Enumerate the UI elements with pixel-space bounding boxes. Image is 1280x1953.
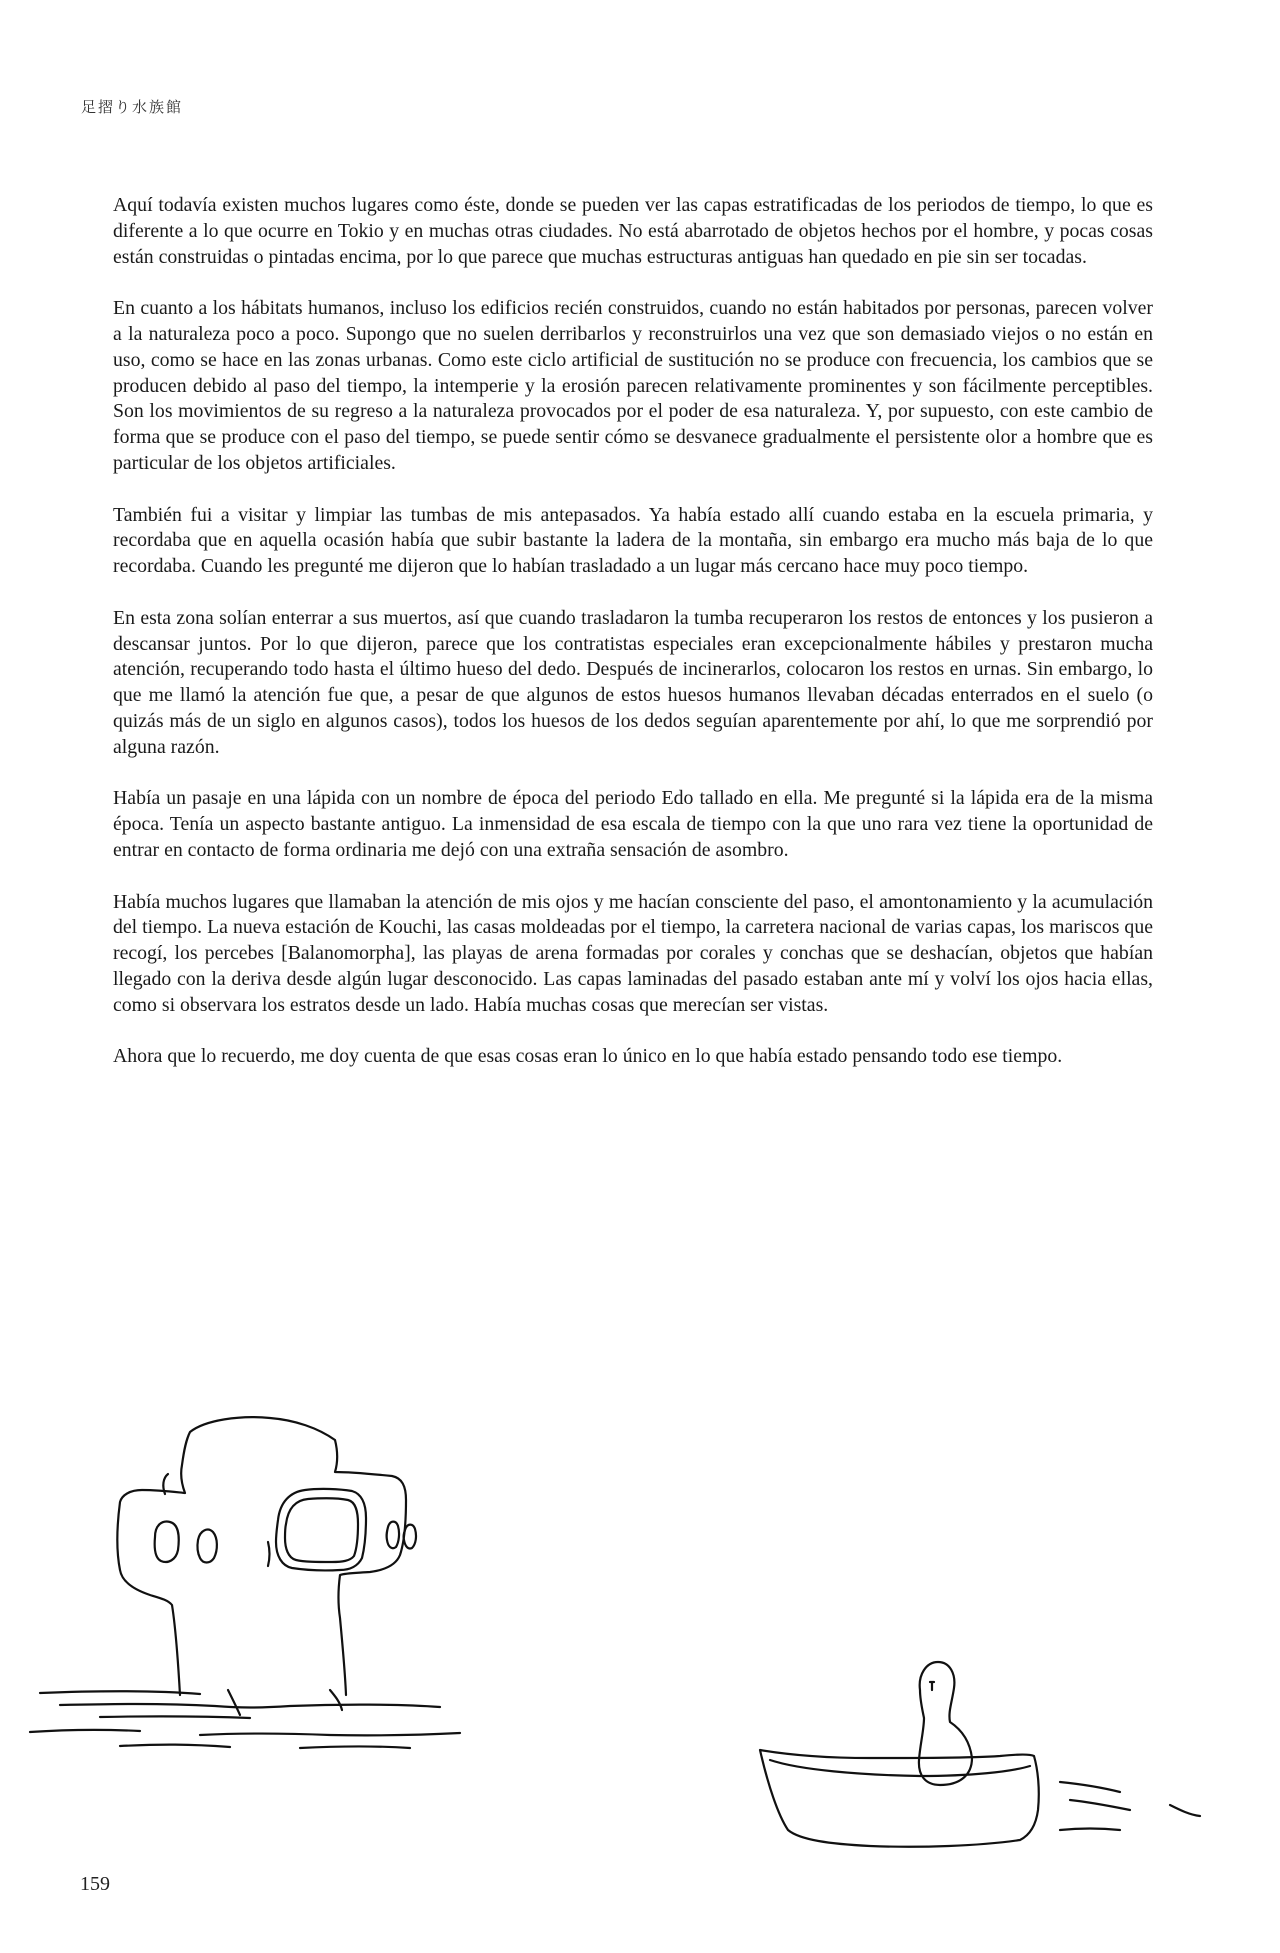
gravestone-drawing: [30, 1417, 460, 1748]
page-number: 159: [80, 1873, 110, 1895]
paragraph-6: Había muchos lugares que llamaban la atención de mis ojos y me hacían consciente del paso, el amontonamiento y la acumulación del tiempo. La nueva estación de Kouchi, las casas moldeadas por el tiempo, la carretera nacional de varias capas, los mariscos que recogí, los percebes [Balanomorpha], las playas de arena formadas por corales y conchas que se deshacían, objetos que habían llegado con la deriva desde algún lugar desconocido. Las capas laminadas del pasado estaban ante mí y volví los ojos hacia ellas, como si observara los estratos desde un lado. Había muchas cosas que merecían ser vistas.: [113, 890, 1153, 1016]
paragraph-2: En cuanto a los hábitats humanos, incluso los edificios recién construidos, cuando no están habitados por personas, parecen volver a la naturaleza poco a poco. Supongo que no suelen derribarlos y reconstruirlos una vez que son demasiado viejos o no están en uso, como se hace en las zonas urbanas. Como este ciclo artificial de sustitución no se produce con frecuencia, los cambios que se producen debido al paso del tiempo, la intemperie y la erosión parecen relativamente prominentes y son fácilmente perceptibles. Son los movimientos de su regreso a la naturaleza provocados por el poder de esa naturaleza. Y, por supuesto, con este cambio de forma que se produce con el paso del tiempo, se puede sentir cómo se desvanece gradualmente el persistente olor a hombre que es particular de los objetos artificiales.: [113, 297, 1153, 474]
ink-drawing-illustration: [0, 1390, 1280, 1920]
paragraph-3: También fui a visitar y limpiar las tumbas de mis antepasados. Ya había estado allí cuando estaba en la escuela primaria, y recordaba que en aquella ocasión había que subir bastante la ladera de la montaña, sin embargo era mucho más baja de lo que recordaba. Cuando les pregunté me dijeron que lo habían trasladado a un lugar más cercano hace muy poco tiempo.: [113, 503, 1153, 578]
paragraph-1: Aquí todavía existen muchos lugares como éste, donde se pueden ver las capas estratificadas de los periodos de tiempo, lo que es diferente a lo que ocurre en Tokio y en muchas otras ciudades. No está abarrotado de objetos hechos por el hombre, y pocas cosas están construidas o pintadas encima, por lo que parece que muchas estructuras antiguas han quedado en pie sin ser tocadas.: [113, 194, 1153, 268]
paragraph-4: En esta zona solían enterrar a sus muertos, así que cuando trasladaron la tumba recuperaron los restos de entonces y los pusieron a descansar juntos. Por lo que dijeron, parece que los contratistas especiales eran excepcionalmente hábiles y prestaron mucha atención, recuperando todo hasta el último hueso del dedo. Después de incinerarlos, colocaron los restos en urnas. Sin embargo, lo que me llamó la atención fue que, a pesar de que algunos de estos huesos humanos llevaban décadas enterrados en el suelo (o quizás más de un siglo en algunos casos), todos los huesos de los dedos seguían aparentemente por ahí, lo que me sorprendió por alguna razón.: [113, 606, 1153, 758]
paragraph-5: Había un pasaje en una lápida con un nombre de época del periodo Edo tallado en ella. Me pregunté si la lápida era de la misma época. Tenía un aspecto bastante antiguo. La inmensidad de esa escala de tiempo con la que uno rara vez tiene la oportunidad de entrar en contacto de forma ordinaria me dejó con una extraña sensación de asombro.: [113, 787, 1153, 861]
boat-figure-drawing: [760, 1662, 1200, 1847]
running-header: 足摺り水族館: [81, 98, 184, 116]
paragraph-7: Ahora que lo recuerdo, me doy cuenta de que esas cosas eran lo único en lo que había estado pensando todo ese tiempo.: [113, 1045, 1063, 1068]
body-text: [113, 193, 1153, 1096]
